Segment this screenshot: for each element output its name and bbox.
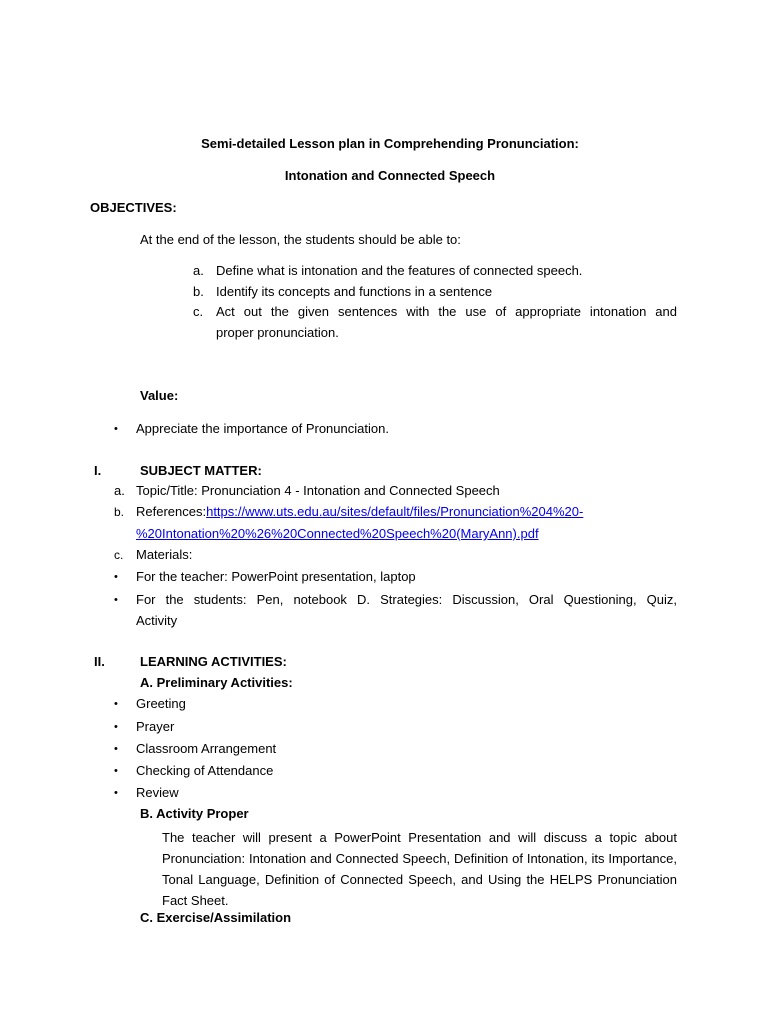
- bullet-icon: •: [114, 721, 118, 733]
- topic-title: Topic/Title: Pronunciation 4 - Intonation and Connected Speech: [136, 483, 500, 498]
- list-marker: a.: [114, 483, 125, 498]
- objective-item: Define what is intonation and the features of connected speech.: [216, 263, 583, 278]
- bullet-icon: •: [114, 423, 118, 435]
- list-marker: b.: [114, 505, 125, 519]
- preliminary-activities-heading: A. Preliminary Activities:: [140, 675, 293, 690]
- preliminary-item: Prayer: [136, 719, 175, 734]
- bullet-icon: •: [114, 698, 118, 710]
- reference-link[interactable]: https://www.uts.edu.au/sites/default/files/Pronunciation%204%20-: [206, 504, 584, 519]
- materials-label: Materials:: [136, 547, 193, 562]
- objectives-heading: OBJECTIVES:: [90, 200, 177, 215]
- reference-link-continuation[interactable]: %20Intonation%20%26%20Connected%20Speech%20(MaryAnn).pdf: [136, 526, 539, 541]
- value-item: Appreciate the importance of Pronunciation.: [136, 421, 389, 436]
- activity-proper-heading: B. Activity Proper: [140, 806, 249, 821]
- bullet-icon: •: [114, 743, 118, 755]
- references-label: References:: [136, 504, 207, 519]
- materials-students: For the students: Pen, notebook D. Strategies: Discussion, Oral Questioning, Quiz,: [136, 592, 677, 607]
- activity-proper-text: The teacher will present a PowerPoint Presentation and will discuss a topic about Pronunciation: Intonation and Connected Speech, Definition of Intonation, its Importance, Tonal Language, Definition of Connected Speech, and Using the HELPS Pronunciation Fact Sheet.: [162, 830, 677, 908]
- preliminary-item: Classroom Arrangement: [136, 741, 277, 756]
- bullet-icon: •: [114, 765, 118, 777]
- objective-item: Act out the given sentences with the use of appropriate intonation and: [216, 304, 677, 319]
- objective-marker: b.: [193, 284, 204, 299]
- bullet-icon: •: [114, 571, 118, 583]
- objective-item-continuation: proper pronunciation.: [216, 325, 339, 340]
- objective-item: Identify its concepts and functions in a sentence: [216, 284, 493, 299]
- bullet-icon: •: [114, 787, 118, 799]
- list-marker: c.: [114, 548, 124, 562]
- preliminary-item: Greeting: [136, 696, 186, 711]
- objective-marker: a.: [193, 263, 204, 278]
- materials-teacher: For the teacher: PowerPoint presentation, laptop: [136, 569, 416, 584]
- materials-students-continuation: Activity: [136, 613, 178, 628]
- learning-activities-heading: LEARNING ACTIVITIES:: [140, 654, 287, 669]
- exercise-assimilation-heading: C. Exercise/Assimilation: [140, 910, 292, 925]
- lesson-subtitle: Intonation and Connected Speech: [284, 168, 496, 183]
- bullet-icon: •: [114, 594, 118, 606]
- references-line: [136, 504, 583, 519]
- preliminary-item: Review: [136, 785, 179, 800]
- lesson-title: Semi-detailed Lesson plan in Comprehending Pronunciation:: [201, 136, 579, 151]
- value-heading: Value:: [140, 388, 179, 403]
- objective-marker: c.: [193, 304, 204, 319]
- preliminary-item: Checking of Attendance: [136, 763, 274, 778]
- objectives-intro: At the end of the lesson, the students should be able to:: [140, 232, 461, 247]
- section-numeral: I.: [94, 463, 102, 478]
- subject-matter-heading: SUBJECT MATTER:: [140, 463, 262, 478]
- section-numeral: II.: [94, 654, 105, 669]
